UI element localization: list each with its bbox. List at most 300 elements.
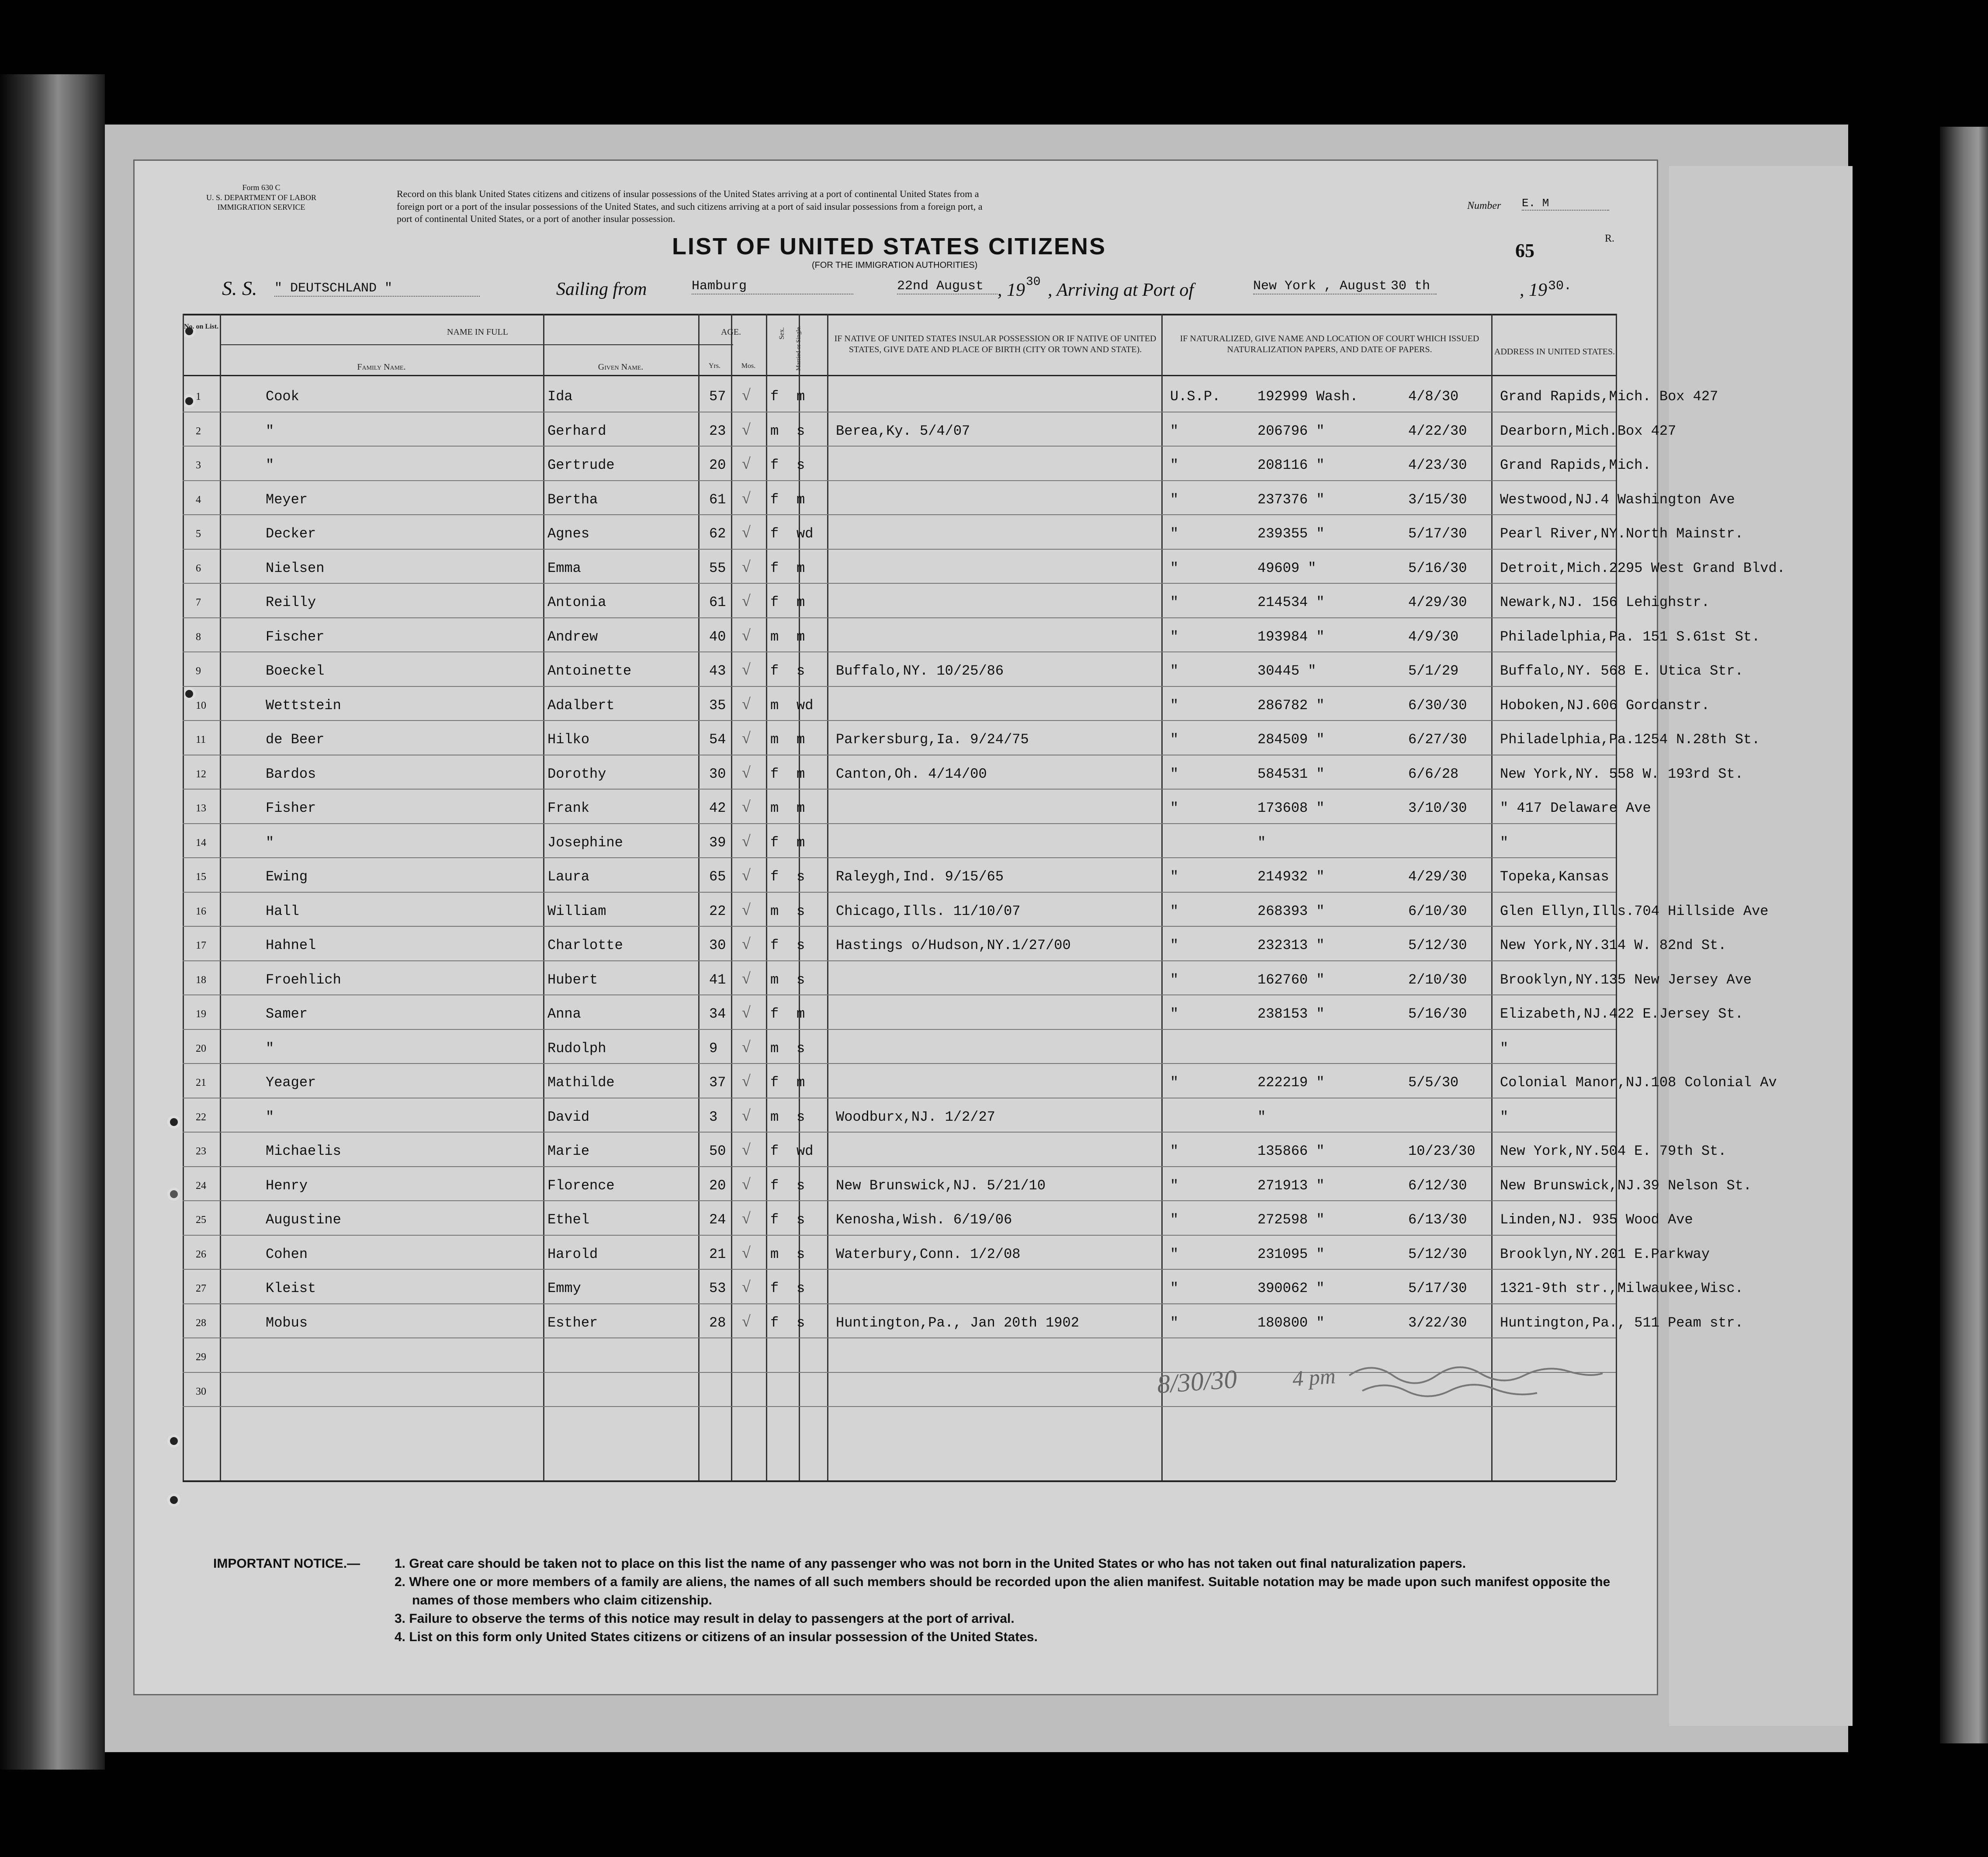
given-name: Florence xyxy=(547,1177,615,1194)
sex: f xyxy=(770,834,779,851)
marital-status: wd xyxy=(797,1143,814,1159)
naturalization-court: " xyxy=(1170,971,1179,988)
check-mark-icon: √ xyxy=(742,523,751,541)
row-number: 6 xyxy=(196,562,201,574)
papers-date: 4/8/30 xyxy=(1408,388,1459,405)
table-row xyxy=(183,446,1651,480)
age-years: 3 xyxy=(709,1109,718,1125)
manifest-page xyxy=(133,159,1785,1695)
family-name: Henry xyxy=(266,1177,308,1194)
sex: f xyxy=(770,1280,779,1296)
header-address: ADDRESS IN UNITED STATES. xyxy=(1494,347,1615,357)
table-row xyxy=(183,1166,1752,1200)
papers-date: 4/29/30 xyxy=(1408,869,1467,885)
family-name: " xyxy=(266,457,274,473)
age-years: 37 xyxy=(709,1074,726,1091)
header-married: Married or Single. xyxy=(795,326,802,371)
row-number: 23 xyxy=(196,1146,206,1157)
naturalization-papers: 49609 " xyxy=(1257,560,1316,576)
us-address: Huntington,Pa., 511 Peam str. xyxy=(1500,1314,1743,1331)
row-number: 1 xyxy=(196,391,201,402)
naturalization-court: " xyxy=(1170,1280,1179,1296)
check-mark-icon: √ xyxy=(742,1141,751,1158)
check-mark-icon: √ xyxy=(742,1244,751,1261)
sex: f xyxy=(770,1074,779,1091)
birth-place-date: Woodburx,NJ. 1/2/27 xyxy=(836,1109,995,1125)
naturalization-court: " xyxy=(1170,1177,1179,1194)
check-mark-icon: √ xyxy=(742,1278,751,1296)
notice-item: 4. List on this form only United States citizens or citizens of an insular possession of the United States. xyxy=(395,1630,1038,1644)
check-mark-icon: √ xyxy=(742,798,751,815)
page-number: 65 xyxy=(1515,240,1534,261)
row-number: 24 xyxy=(196,1180,206,1192)
notice-item: 3. Failure to observe the terms of this notice may result in delay to passengers at the port of arrival. xyxy=(395,1611,1015,1626)
pencil-time: 4 pm xyxy=(1292,1363,1337,1391)
check-mark-icon: √ xyxy=(742,969,751,987)
r-mark: R. xyxy=(1605,233,1615,244)
row-number: 12 xyxy=(196,768,206,780)
naturalization-papers: 231095 " xyxy=(1257,1246,1325,1262)
given-name: Andrew xyxy=(547,628,598,645)
sailing-label: Sailing from xyxy=(556,279,647,299)
marital-status: s xyxy=(797,663,805,679)
table-row xyxy=(183,857,1616,891)
marital-status: m xyxy=(797,1006,805,1022)
family-name: " xyxy=(266,1040,274,1057)
row-number: 21 xyxy=(196,1077,206,1088)
family-name: Nielsen xyxy=(266,560,325,576)
family-name: Meyer xyxy=(266,491,308,508)
us-address: Grand Rapids,Mich. xyxy=(1500,457,1651,473)
us-address: Philadelphia,Pa.1254 N.28th St. xyxy=(1500,731,1760,748)
marital-status: s xyxy=(797,1246,805,1262)
naturalization-court: " xyxy=(1170,526,1179,542)
header-name-in-full: NAME IN FULL xyxy=(447,327,508,337)
papers-date: 5/1/29 xyxy=(1408,663,1459,679)
family-name: Mobus xyxy=(266,1314,308,1331)
given-name: Antonia xyxy=(547,594,606,610)
pencil-date: 8/30/30 xyxy=(1156,1364,1238,1399)
given-name: Antoinette xyxy=(547,663,632,679)
naturalization-papers: 268393 " xyxy=(1257,903,1325,919)
arriving-label: , Arriving at Port of xyxy=(1048,280,1194,300)
papers-date: 3/10/30 xyxy=(1408,800,1467,816)
us-address: Hoboken,NJ.606 Gordanstr. xyxy=(1500,697,1710,714)
header-naturalized: IF NATURALIZED, GIVE NAME AND LOCATION OF COURT WHICH ISSUED NATURALIZATION PAPERS, AND DATE OF PAPERS. xyxy=(1180,334,1479,354)
us-address: Philadelphia,Pa. 151 S.61st St. xyxy=(1500,628,1760,645)
sex: m xyxy=(770,1040,779,1057)
table-row xyxy=(183,892,1769,926)
family-name: Boeckel xyxy=(266,663,325,679)
naturalization-papers: 193984 " xyxy=(1257,628,1325,645)
marital-status: s xyxy=(797,869,805,885)
birth-place-date: Berea,Ky. 5/4/07 xyxy=(836,423,970,439)
us-address: Brooklyn,NY.201 E.Parkway xyxy=(1500,1246,1710,1262)
table-row xyxy=(183,1098,1616,1132)
table-row xyxy=(183,960,1752,994)
us-address: Glen Ellyn,Ills.704 Hillside Ave xyxy=(1500,903,1769,919)
papers-date: 3/15/30 xyxy=(1408,491,1467,508)
family-name: Fischer xyxy=(266,628,325,645)
sex: f xyxy=(770,1143,779,1159)
sex: m xyxy=(770,903,779,919)
family-name: Hall xyxy=(266,903,299,919)
row-number: 11 xyxy=(196,734,206,745)
book-binding-right xyxy=(1940,127,1988,1743)
family-name: Cook xyxy=(266,388,299,405)
birth-place-date: Huntington,Pa., Jan 20th 1902 xyxy=(836,1314,1079,1331)
row-number: 7 xyxy=(196,597,201,608)
table-row xyxy=(183,514,1743,548)
row-number: 2 xyxy=(196,425,201,437)
papers-date: 10/23/30 xyxy=(1408,1143,1475,1159)
given-name: Laura xyxy=(547,869,590,885)
check-mark-icon: √ xyxy=(742,592,751,610)
papers-date: 4/9/30 xyxy=(1408,628,1459,645)
table-row xyxy=(183,789,1651,823)
naturalization-papers: 238153 " xyxy=(1257,1006,1325,1022)
naturalization-court: " xyxy=(1170,903,1179,919)
age-years: 9 xyxy=(709,1040,718,1057)
marital-status: m xyxy=(797,388,805,405)
sex: f xyxy=(770,388,779,405)
age-years: 22 xyxy=(709,903,726,919)
naturalization-papers: 135866 " xyxy=(1257,1143,1325,1159)
given-name: Ida xyxy=(547,388,573,405)
age-years: 62 xyxy=(709,526,726,542)
form-instructions: Record on this blank United States citizens and citizens of insular possessions of the United States arriving at a port of continental United States from a foreign port or a port of the insular possessions of the United States, and such citizens arriving at a port of said insular possessions from a foreign port, a port of continental United States, or a port of another insular possession. xyxy=(397,188,983,225)
marital-status: m xyxy=(797,800,805,816)
given-name: Gertrude xyxy=(547,457,615,473)
port-to: New York , August xyxy=(1253,279,1437,294)
row-number: 16 xyxy=(196,905,206,917)
marital-status: s xyxy=(797,903,805,919)
us-address: Dearborn,Mich.Box 427 xyxy=(1500,423,1676,439)
year-from-prefix: , 19 xyxy=(997,280,1025,300)
given-name: Esther xyxy=(547,1314,598,1331)
table-row xyxy=(183,583,1710,617)
check-mark-icon: √ xyxy=(742,866,751,884)
papers-date: 5/17/30 xyxy=(1408,1280,1467,1296)
check-mark-icon: √ xyxy=(742,1038,751,1056)
naturalization-papers: 214932 " xyxy=(1257,869,1325,885)
check-mark-icon: √ xyxy=(742,729,751,747)
age-years: 55 xyxy=(709,560,726,576)
header-age: AGE. xyxy=(720,327,741,337)
header-birth: IF NATIVE OF UNITED STATES INSULAR POSSESSION OR IF NATIVE OF UNITED STATES, GIVE DATE AND PLACE OF BIRTH (CITY OR TOWN AND STATE). xyxy=(834,334,1157,354)
naturalization-papers: 286782 " xyxy=(1257,697,1325,714)
number-value: E. M xyxy=(1522,197,1609,211)
sex: f xyxy=(770,766,779,782)
row-number: 29 xyxy=(196,1351,206,1363)
papers-date: 6/13/30 xyxy=(1408,1212,1467,1228)
sex: f xyxy=(770,491,779,508)
family-name: Reilly xyxy=(266,594,316,610)
us-address: Colonial Manor,NJ.108 Colonial Av xyxy=(1500,1074,1777,1091)
table-row xyxy=(183,1132,1727,1166)
marital-status: s xyxy=(797,1109,805,1125)
age-years: 42 xyxy=(709,800,726,816)
marital-status: m xyxy=(797,766,805,782)
age-years: 53 xyxy=(709,1280,726,1296)
family-name: Samer xyxy=(266,1006,308,1022)
sex: m xyxy=(770,731,779,748)
given-name: Rudolph xyxy=(547,1040,606,1057)
marital-status: s xyxy=(797,1280,805,1296)
given-name: Emmy xyxy=(547,1280,581,1296)
naturalization-court: " xyxy=(1170,628,1179,645)
sex: m xyxy=(770,697,779,714)
check-mark-icon: √ xyxy=(742,1106,751,1124)
naturalization-papers: 208116 " xyxy=(1257,457,1325,473)
us-address: Pearl River,NY.North Mainstr. xyxy=(1500,526,1743,542)
table-row xyxy=(183,377,1718,411)
naturalization-court: U.S.P. xyxy=(1170,388,1221,405)
us-address: " xyxy=(1500,1040,1509,1057)
handwritten-scribble xyxy=(1345,1358,1607,1397)
naturalization-court: " xyxy=(1170,1314,1179,1331)
date-to: 30 th xyxy=(1391,279,1430,294)
table-row xyxy=(183,617,1760,651)
naturalization-court: " xyxy=(1170,663,1179,679)
table-row xyxy=(183,686,1710,720)
us-address: Westwood,NJ.4 Washington Ave xyxy=(1500,491,1735,508)
check-mark-icon: √ xyxy=(742,1004,751,1021)
table-row xyxy=(183,1235,1710,1269)
table-row xyxy=(183,720,1760,754)
given-name: Josephine xyxy=(547,834,623,851)
age-years: 20 xyxy=(709,457,726,473)
sex: m xyxy=(770,971,779,988)
family-name: Kleist xyxy=(266,1280,316,1296)
year-to-prefix: , 19 xyxy=(1520,280,1547,300)
age-years: 28 xyxy=(709,1314,726,1331)
table-row xyxy=(183,823,1616,857)
naturalization-papers: 272598 " xyxy=(1257,1212,1325,1228)
row-number: 27 xyxy=(196,1283,206,1294)
us-address: New Brunswick,NJ.39 Nelson St. xyxy=(1500,1177,1752,1194)
birth-place-date: Buffalo,NY. 10/25/86 xyxy=(836,663,1004,679)
sex: m xyxy=(770,800,779,816)
given-name: Hubert xyxy=(547,971,598,988)
papers-date: 4/23/30 xyxy=(1408,457,1467,473)
marital-status: m xyxy=(797,628,805,645)
family-name: Yeager xyxy=(266,1074,316,1091)
table-row xyxy=(183,651,1743,686)
marital-status: s xyxy=(797,1040,805,1057)
naturalization-court: " xyxy=(1170,937,1179,953)
sex: f xyxy=(770,663,779,679)
papers-date: 6/6/28 xyxy=(1408,766,1459,782)
notice-item: 2. Where one or more members of a family are aliens, the names of all such members should be recorded upon the alien manifest. Suitable notation may be made upon such manifest opposite the names of those members who claim citizenship. xyxy=(395,1575,1610,1608)
family-name: Cohen xyxy=(266,1246,308,1262)
punch-hole xyxy=(167,1188,180,1201)
naturalization-court: " xyxy=(1170,869,1179,885)
table-row xyxy=(183,1029,1616,1063)
age-years: 34 xyxy=(709,1006,726,1022)
row-number: 15 xyxy=(196,871,206,883)
marital-status: wd xyxy=(797,526,814,542)
check-mark-icon: √ xyxy=(742,695,751,713)
notice-item: 1. Great care should be taken not to place on this list the name of any passenger who was not born in the United States or who has not taken out final naturalization papers. xyxy=(395,1556,1466,1571)
form-id: Form 630 C U. S. DEPARTMENT OF LABOR IMMIGRATION SERVICE xyxy=(206,183,316,211)
check-mark-icon: √ xyxy=(742,489,751,507)
marital-status: m xyxy=(797,594,805,610)
us-address: Grand Rapids,Mich. Box 427 xyxy=(1500,388,1718,405)
check-mark-icon: √ xyxy=(742,1312,751,1330)
papers-date: 5/16/30 xyxy=(1408,1006,1467,1022)
age-years: 30 xyxy=(709,766,726,782)
row-number: 22 xyxy=(196,1111,206,1123)
age-years: 41 xyxy=(709,971,726,988)
sex: f xyxy=(770,869,779,885)
naturalization-court: " xyxy=(1170,1212,1179,1228)
book-binding-left xyxy=(0,74,105,1770)
given-name: Adalbert xyxy=(547,697,615,714)
row-number: 5 xyxy=(196,528,201,540)
sex: f xyxy=(770,560,779,576)
given-name: William xyxy=(547,903,606,919)
given-name: Dorothy xyxy=(547,766,606,782)
row-number: 18 xyxy=(196,974,206,986)
birth-place-date: Hastings o/Hudson,NY.1/27/00 xyxy=(836,937,1071,953)
check-mark-icon: √ xyxy=(742,763,751,781)
sex: m xyxy=(770,628,779,645)
naturalization-papers: 180800 " xyxy=(1257,1314,1325,1331)
us-address: " xyxy=(1500,1109,1509,1125)
marital-status: s xyxy=(797,1177,805,1194)
age-years: 61 xyxy=(709,491,726,508)
family-name: Fisher xyxy=(266,800,316,816)
ship-name: " DEUTSCHLAND " xyxy=(274,281,480,297)
punch-hole xyxy=(167,1434,180,1448)
sex: f xyxy=(770,937,779,953)
naturalization-court: " xyxy=(1170,1143,1179,1159)
family-name: de Beer xyxy=(266,731,325,748)
row-number: 20 xyxy=(196,1043,206,1054)
given-name: Gerhard xyxy=(547,423,606,439)
age-years: 20 xyxy=(709,1177,726,1194)
naturalization-court: " xyxy=(1170,1074,1179,1091)
check-mark-icon: √ xyxy=(742,832,751,850)
marital-status: s xyxy=(797,1212,805,1228)
punch-hole xyxy=(167,1116,180,1129)
naturalization-court: " xyxy=(1170,731,1179,748)
sex: f xyxy=(770,1212,779,1228)
naturalization-court: " xyxy=(1170,766,1179,782)
naturalization-papers: 271913 " xyxy=(1257,1177,1325,1194)
birth-place-date: Waterbury,Conn. 1/2/08 xyxy=(836,1246,1021,1262)
table-row xyxy=(183,1303,1743,1337)
marital-status: m xyxy=(797,834,805,851)
row-number: 10 xyxy=(196,700,206,711)
age-years: 24 xyxy=(709,1212,726,1228)
naturalization-papers: 214534 " xyxy=(1257,594,1325,610)
year-from: 30 xyxy=(1026,275,1041,289)
naturalization-court: " xyxy=(1170,457,1179,473)
sex: m xyxy=(770,1246,779,1262)
naturalization-papers: 30445 " xyxy=(1257,663,1316,679)
punch-hole xyxy=(167,1493,180,1507)
age-years: 21 xyxy=(709,1246,726,1262)
check-mark-icon: √ xyxy=(742,1072,751,1090)
port-from: Hamburg xyxy=(692,279,853,294)
us-address: New York,NY.314 W. 82nd St. xyxy=(1500,937,1727,953)
papers-date: 5/16/30 xyxy=(1408,560,1467,576)
papers-date: 6/12/30 xyxy=(1408,1177,1467,1194)
naturalization-papers: 192999 Wash. xyxy=(1257,388,1358,405)
year-to: 30. xyxy=(1548,279,1572,294)
family-name: Bardos xyxy=(266,766,316,782)
marital-status: s xyxy=(797,1314,805,1331)
table-row xyxy=(183,412,1676,446)
age-years: 61 xyxy=(709,594,726,610)
us-address: " xyxy=(1500,834,1509,851)
table-row xyxy=(183,1200,1693,1234)
header-sex: Sex. xyxy=(778,327,786,340)
table-row xyxy=(183,926,1727,960)
marital-status: s xyxy=(797,937,805,953)
naturalization-papers: 237376 " xyxy=(1257,491,1325,508)
naturalization-court: " xyxy=(1170,697,1179,714)
naturalization-court: " xyxy=(1170,1246,1179,1262)
row-number: 9 xyxy=(196,665,201,677)
family-name: Wettstein xyxy=(266,697,341,714)
given-name: Mathilde xyxy=(547,1074,615,1091)
naturalization-court: " xyxy=(1170,560,1179,576)
header-yrs: Yrs. xyxy=(708,362,721,370)
papers-date: 5/5/30 xyxy=(1408,1074,1459,1091)
marital-status: m xyxy=(797,731,805,748)
sex: f xyxy=(770,1006,779,1022)
notice-label: IMPORTANT NOTICE.— xyxy=(213,1556,360,1571)
us-address: " 417 Delaware Ave xyxy=(1500,800,1651,816)
given-name: Ethel xyxy=(547,1212,590,1228)
marital-status: s xyxy=(797,457,805,473)
naturalization-court: " xyxy=(1170,800,1179,816)
naturalization-papers: 232313 " xyxy=(1257,937,1325,953)
header-no: No. on List. xyxy=(184,323,219,330)
table-row xyxy=(183,549,1785,583)
us-address: Linden,NJ. 935 Wood Ave xyxy=(1500,1212,1693,1228)
row-number: 26 xyxy=(196,1248,206,1260)
document-subtitle: (FOR THE IMMIGRATION AUTHORITIES) xyxy=(812,260,978,270)
us-address: 1321-9th str.,Milwaukee,Wisc. xyxy=(1500,1280,1743,1296)
naturalization-court: " xyxy=(1170,1006,1179,1022)
given-name: David xyxy=(547,1109,590,1125)
birth-place-date: Parkersburg,Ia. 9/24/75 xyxy=(836,731,1029,748)
papers-date: 5/17/30 xyxy=(1408,526,1467,542)
papers-date: 3/22/30 xyxy=(1408,1314,1467,1331)
naturalization-papers: 584531 " xyxy=(1257,766,1325,782)
table-row xyxy=(183,755,1743,789)
row-number: 30 xyxy=(196,1386,206,1397)
age-years: 23 xyxy=(709,423,726,439)
papers-date: 6/27/30 xyxy=(1408,731,1467,748)
papers-date: 6/30/30 xyxy=(1408,697,1467,714)
age-years: 40 xyxy=(709,628,726,645)
marital-status: wd xyxy=(797,697,814,714)
row-number: 17 xyxy=(196,940,206,951)
sex: f xyxy=(770,1177,779,1194)
birth-place-date: Kenosha,Wish. 6/19/06 xyxy=(836,1212,1012,1228)
check-mark-icon: √ xyxy=(742,935,751,953)
given-name: Agnes xyxy=(547,526,590,542)
sex: m xyxy=(770,423,779,439)
naturalization-papers: " xyxy=(1257,1109,1266,1125)
birth-place-date: Raleygh,Ind. 9/15/65 xyxy=(836,869,1004,885)
ss-label: S. S. xyxy=(222,277,257,299)
